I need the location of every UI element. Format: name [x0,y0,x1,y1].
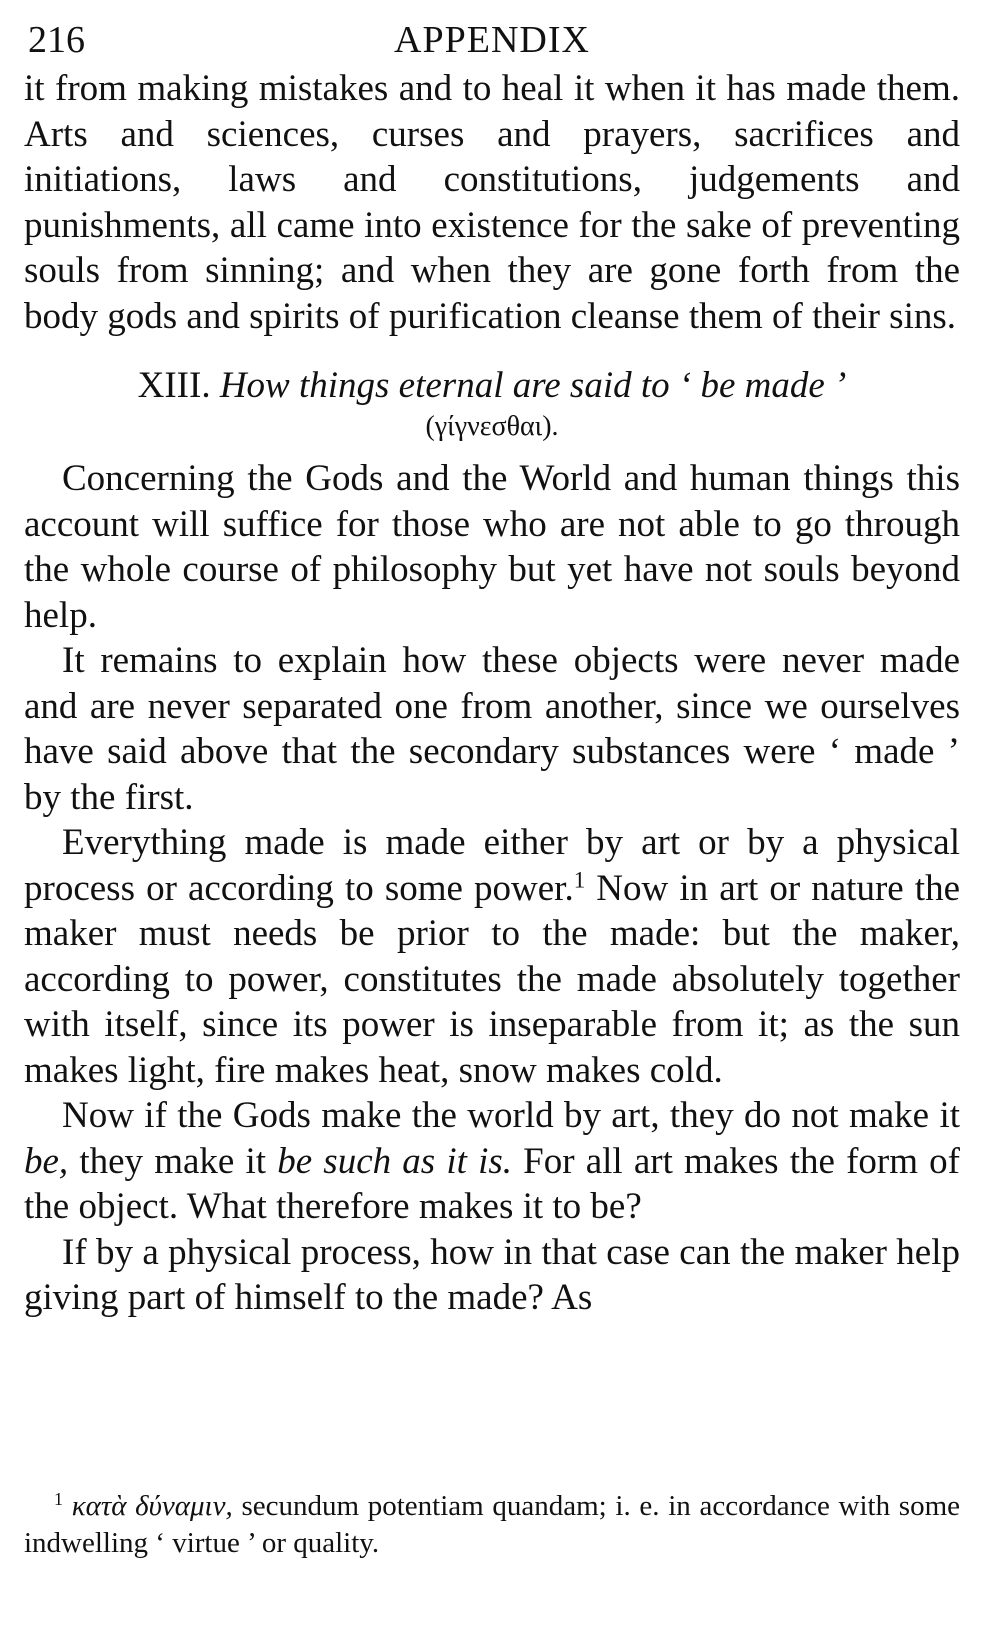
paragraph-4-text-a: Now if the Gods make the world by art, they do not make it [62,1095,960,1136]
paragraph-4-text-e: For all art makes the form of the object. What therefore makes it to be? [24,1140,960,1227]
footnote-text: secundum potentiam quandam; i. e. in accordance with some indwelling ‘ virtue ’ or quality. [24,1490,961,1559]
section-greek-term: (γίγνεσθαι). [425,411,559,442]
section-heading [24,363,960,408]
paragraph-4-emphasis-2: be such as it is. [277,1140,512,1182]
footnote-reference[interactable]: 1 [573,866,586,892]
section-number: XIII. [137,365,211,406]
paragraph-4-text-c: they make it [68,1140,278,1182]
running-head [24,14,960,66]
footnote [24,1488,960,1562]
paragraph-5: If by a physical process, how in that case can the maker help giving part of himself to the made? As [24,1231,960,1318]
page-number: 216 [28,19,85,61]
paragraph-2: It remains to explain how these objects were never made and are never separated one from another, since we ourselves have said above that the secondary substances were ‘ made ’ by the first. [24,640,960,818]
running-title: APPENDIX [394,19,590,61]
footnote-marker: 1 [54,1489,63,1510]
paragraph-4 [24,1093,960,1230]
paragraph-1: Concerning the Gods and the World and human things this account will suffice for those who are not able to go through the whole course of philosophy but yet have not souls beyond help. [24,458,960,636]
paragraph-3 [24,820,960,1093]
paragraph-3-text-a: Everything made is made either by art or by a physical process or according to some power. [24,822,960,909]
section-title: How things eternal are said to ‘ be made ’ [219,365,847,406]
paragraph-4-emphasis-1: be, [24,1140,69,1182]
footnote-greek: κατὰ δύναμιν, [71,1490,233,1522]
paragraph-3-text-b: Now in art or nature the maker must needs be prior to the made: but the maker, according to power, constitutes the made absolutely together with itself, since its power is inseparable from it; as the sun makes light, fire makes heat, snow makes cold. [24,867,960,1091]
paragraph-continued: it from making mistakes and to heal it when it has made them. Arts and sciences, curses and prayers, sacrifices and initiations, laws and constitutions, judgements and punishments, all came into existence for the sake of preventing souls from sinning; and when they are gone forth from the body gods and spirits of purification cleanse them of their sins. [24,68,960,337]
